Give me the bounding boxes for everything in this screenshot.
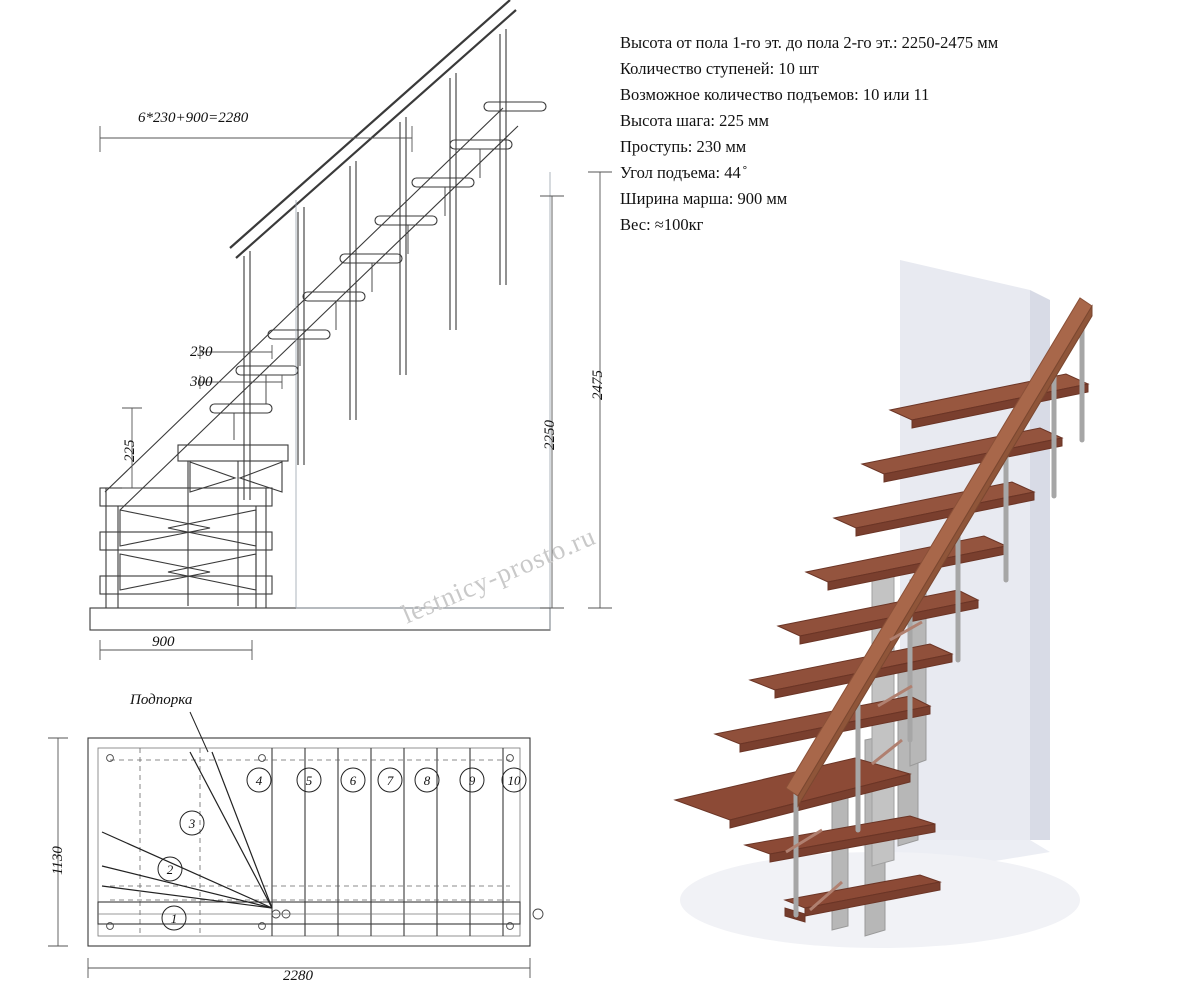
spec-line-height-floor: Высота от пола 1-го эт. до пола 2-го эт.: 2250-2475 мм: [620, 33, 999, 52]
plan-dimension-lines: [48, 738, 530, 978]
spec-line-weight: Вес: ≈100кг: [620, 215, 704, 234]
plan-dim-depth: 1130: [50, 846, 66, 875]
dim-tread: 230: [190, 344, 213, 360]
plan-outline: [88, 738, 530, 946]
support-callout-leader: [190, 712, 208, 752]
tread-group: [210, 102, 546, 413]
plan-step-bubbles: [158, 768, 526, 930]
spec-line-step-height: Высота шага: 225 мм: [620, 111, 769, 130]
side-elevation-drawing: [60, 0, 620, 680]
spec-line-tread: Проступь: 230 мм: [620, 137, 747, 156]
dim-height-floor: 2250: [542, 420, 558, 450]
svg-text:10: 10: [507, 773, 521, 788]
svg-text:2: 2: [166, 862, 174, 877]
svg-text:1: 1: [170, 911, 178, 926]
stair-3d-render: [610, 140, 1190, 990]
svg-text:4: 4: [255, 773, 263, 788]
dim-run-formula: 6*230+900=2280: [138, 110, 249, 126]
spec-line-angle: Угол подъема: 44 ̊: [620, 163, 745, 182]
step-riser-group: [234, 149, 480, 440]
svg-text:5: 5: [305, 773, 313, 788]
watermark-text: lestnicy-prosto.ru: [397, 520, 601, 630]
svg-text:6: 6: [349, 773, 357, 788]
dim-riser: 225: [122, 439, 138, 462]
svg-text:7: 7: [386, 773, 394, 788]
plan-dim-length: 2280: [283, 968, 313, 984]
handrail-top-line: [230, 0, 510, 248]
plan-support-lines: [102, 752, 272, 908]
plan-step-numbers: [167, 773, 521, 926]
handrail-bottom-line: [236, 10, 516, 258]
spec-line-rise-count: Возможное количество подъемов: 10 или 11: [620, 85, 930, 104]
spec-line-march-width: Ширина марша: 900 мм: [620, 189, 788, 208]
dim-height-total: 2475: [590, 370, 606, 400]
plan-fixings: [107, 755, 543, 930]
svg-text:3: 3: [188, 816, 196, 831]
svg-text:8: 8: [423, 773, 431, 788]
support-label: Подпорка: [130, 692, 193, 708]
plan-view-drawing: [40, 690, 610, 990]
spec-line-step-count: Количество ступеней: 10 шт: [620, 59, 819, 78]
dim-going: 300: [190, 374, 213, 390]
svg-text:9: 9: [468, 773, 476, 788]
floor-slab: [90, 608, 550, 630]
dim-width: 900: [152, 634, 175, 650]
